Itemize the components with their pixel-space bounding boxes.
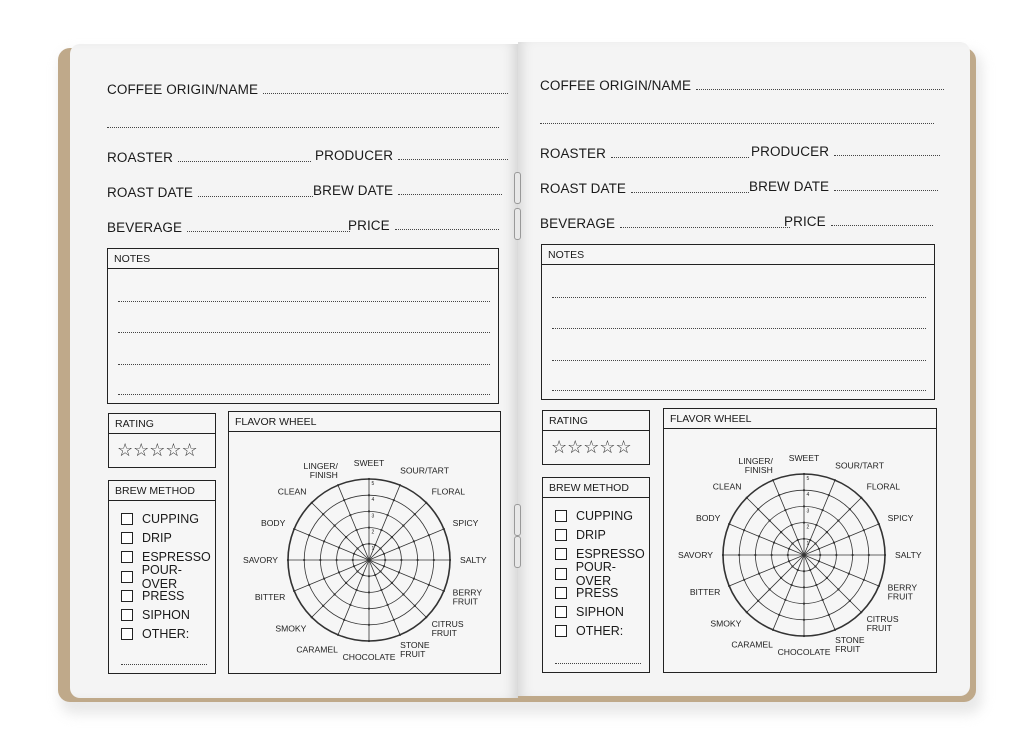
wheel-tick bbox=[772, 479, 774, 481]
wheel-tick bbox=[738, 554, 740, 556]
wheel-scale-label: 3 bbox=[371, 513, 375, 520]
rating-title: RATING bbox=[543, 411, 649, 431]
wheel-label: SWEET bbox=[788, 453, 820, 463]
origin-line-2[interactable] bbox=[540, 122, 934, 124]
wheel-tick bbox=[803, 635, 805, 637]
brew-option-espresso[interactable]: ESPRESSO bbox=[555, 545, 649, 564]
wheel-tick bbox=[728, 585, 730, 587]
wheel-tick bbox=[849, 600, 851, 602]
wheel-tick bbox=[379, 570, 381, 572]
brew-option-press[interactable]: PRESS bbox=[121, 586, 215, 605]
wheel-tick bbox=[787, 554, 789, 556]
checkbox[interactable] bbox=[555, 587, 567, 599]
wheel-tick bbox=[773, 542, 775, 544]
flavor-wheel-box bbox=[228, 411, 501, 674]
wheel-tick bbox=[849, 508, 851, 510]
wheel-tick bbox=[368, 591, 370, 593]
wheel-tick bbox=[833, 566, 835, 568]
wheel-label: CARAMEL bbox=[296, 644, 338, 655]
producer-field[interactable] bbox=[315, 148, 508, 163]
wheel-tick bbox=[433, 559, 435, 561]
wheel-label: STONE FRUIT bbox=[400, 640, 430, 660]
wheel-tick bbox=[809, 569, 811, 571]
brew-date-label: BREW DATE bbox=[313, 183, 394, 198]
wheel-tick bbox=[826, 531, 828, 533]
wheel-tick bbox=[399, 634, 401, 636]
wheel-tick bbox=[308, 584, 310, 586]
rating-box bbox=[542, 410, 650, 465]
wheel-tick bbox=[757, 508, 759, 510]
brew-option-pour-over[interactable]: POUR-OVER bbox=[555, 564, 649, 583]
price-field[interactable] bbox=[784, 214, 933, 229]
wheel-label: LINGER/ FINISH bbox=[303, 460, 338, 480]
brew-option-cupping[interactable]: CUPPING bbox=[555, 506, 649, 525]
wheel-tick bbox=[374, 544, 376, 546]
brew-option-siphon[interactable]: SIPHON bbox=[555, 602, 649, 621]
flavor-wheel-box bbox=[663, 408, 937, 673]
wheel-tick bbox=[334, 593, 336, 595]
flavor-wheel-title: FLAVOR WHEEL bbox=[664, 409, 936, 429]
wheel-tick bbox=[391, 536, 393, 538]
brew-method-list bbox=[121, 509, 215, 644]
wheel-label: CLEAN bbox=[712, 481, 742, 492]
wheel-label: BERRY FRUIT bbox=[887, 582, 918, 602]
wheel-tick bbox=[788, 548, 790, 550]
wheel-tick bbox=[803, 473, 805, 475]
wheel-tick bbox=[780, 531, 782, 533]
wheel-tick bbox=[308, 534, 310, 536]
beverage-field[interactable] bbox=[107, 220, 350, 235]
wheel-tick bbox=[393, 619, 395, 621]
wheel-tick bbox=[368, 640, 370, 642]
beverage-label: BEVERAGE bbox=[107, 220, 183, 235]
wheel-spoke bbox=[369, 560, 426, 617]
wheel-tick bbox=[402, 593, 404, 595]
wheel-tick bbox=[728, 523, 730, 525]
brew-method-box bbox=[542, 477, 650, 673]
wheel-tick bbox=[368, 624, 370, 626]
wheel-tick bbox=[368, 543, 370, 545]
beverage-label: BEVERAGE bbox=[540, 216, 616, 231]
origin-field[interactable] bbox=[540, 78, 944, 93]
wheel-tick bbox=[368, 510, 370, 512]
wheel-tick bbox=[345, 536, 347, 538]
beverage-field[interactable] bbox=[540, 216, 790, 231]
wheel-tick bbox=[337, 634, 339, 636]
wheel-tick bbox=[837, 588, 839, 590]
wheel-label: SPICY bbox=[452, 517, 479, 528]
wheel-tick bbox=[803, 570, 805, 572]
wheel-tick bbox=[398, 571, 400, 573]
wheel-tick bbox=[368, 527, 370, 529]
wheel-label: SALTY bbox=[460, 555, 487, 565]
wheel-label: SOUR/TART bbox=[400, 465, 449, 476]
wheel-tick bbox=[386, 604, 388, 606]
wheel-tick bbox=[383, 565, 385, 567]
checkbox[interactable] bbox=[555, 548, 567, 560]
wheel-tick bbox=[428, 584, 430, 586]
wheel-tick bbox=[349, 514, 351, 516]
roaster-label: ROASTER bbox=[540, 146, 606, 161]
wheel-tick bbox=[356, 589, 358, 591]
wheel-tick bbox=[293, 590, 295, 592]
wheel-tick bbox=[413, 540, 415, 542]
wheel-tick bbox=[754, 554, 756, 556]
wheel-tick bbox=[860, 611, 862, 613]
roaster-field[interactable] bbox=[107, 150, 311, 165]
wheel-tick bbox=[353, 553, 355, 555]
wheel-tick bbox=[771, 554, 773, 556]
wheel-tick bbox=[784, 509, 786, 511]
checkbox[interactable] bbox=[121, 590, 133, 602]
wheel-tick bbox=[868, 554, 870, 556]
staple-bottom-2 bbox=[514, 536, 521, 568]
staple-top-2 bbox=[514, 208, 521, 240]
wheel-tick bbox=[449, 559, 451, 561]
wheel-tick bbox=[393, 499, 395, 501]
staple-bottom bbox=[514, 504, 521, 536]
wheel-tick bbox=[791, 542, 793, 544]
notes-title: NOTES bbox=[108, 249, 498, 269]
wheel-tick bbox=[425, 502, 427, 504]
wheel-label: SWEET bbox=[353, 458, 385, 468]
wheel-tick bbox=[414, 513, 416, 515]
wheel-tick bbox=[368, 608, 370, 610]
wheel-tick bbox=[834, 479, 836, 481]
brew-option-other[interactable]: OTHER: bbox=[121, 625, 215, 644]
price-field[interactable] bbox=[348, 218, 499, 233]
wheel-tick bbox=[863, 529, 865, 531]
wheel-label: BERRY FRUIT bbox=[452, 587, 483, 607]
brew-method-title: BREW METHOD bbox=[543, 478, 649, 498]
wheel-tick bbox=[425, 616, 427, 618]
wheel-scale-label: 4 bbox=[806, 492, 810, 499]
wheel-tick bbox=[380, 529, 382, 531]
wheel-tick bbox=[884, 554, 886, 556]
flavor-wheel[interactable] bbox=[229, 432, 500, 673]
brew-method-list bbox=[555, 506, 649, 641]
brew-option-siphon[interactable]: SIPHON bbox=[121, 605, 215, 624]
brew-method-title: BREW METHOD bbox=[109, 481, 215, 501]
wheel-tick bbox=[349, 604, 351, 606]
wheel-tick bbox=[769, 520, 771, 522]
wheel-tick bbox=[374, 574, 376, 576]
producer-label: PRODUCER bbox=[315, 148, 394, 163]
wheel-scale-label: 2 bbox=[806, 524, 810, 531]
wheel-tick bbox=[345, 582, 347, 584]
wheel-tick bbox=[814, 542, 816, 544]
wheel-tick bbox=[356, 529, 358, 531]
wheel-tick bbox=[311, 616, 313, 618]
wheel-tick bbox=[803, 586, 805, 588]
wheel-scale-label: 5 bbox=[371, 481, 375, 487]
roaster-label: ROASTER bbox=[107, 150, 173, 165]
wheel-tick bbox=[758, 535, 760, 537]
wheel-tick bbox=[379, 547, 381, 549]
checkbox[interactable] bbox=[121, 532, 133, 544]
wheel-tick bbox=[803, 505, 805, 507]
roast-date-field[interactable] bbox=[107, 185, 313, 200]
wheel-tick bbox=[803, 538, 805, 540]
brew-method-box bbox=[108, 480, 216, 674]
wheel-label: BODY bbox=[696, 512, 721, 523]
wheel-tick bbox=[287, 559, 289, 561]
wheel-tick bbox=[848, 535, 850, 537]
wheel-tick bbox=[303, 559, 305, 561]
wheel-tick bbox=[311, 502, 313, 504]
producer-field[interactable] bbox=[751, 144, 940, 159]
wheel-label: CARAMEL bbox=[731, 639, 773, 650]
wheel-tick bbox=[417, 559, 419, 561]
origin-label: COFFEE ORIGIN/NAME bbox=[107, 82, 259, 97]
wheel-label: BITTER bbox=[689, 587, 721, 598]
wheel-label: SMOKY bbox=[710, 618, 742, 629]
wheel-spoke bbox=[804, 498, 861, 555]
rating-box bbox=[108, 413, 216, 468]
wheel-spoke bbox=[312, 560, 369, 617]
wheel-label: BITTER bbox=[254, 592, 286, 603]
wheel-scale-label: 1 bbox=[806, 540, 810, 547]
wheel-tick bbox=[380, 589, 382, 591]
wheel-label: SPICY bbox=[887, 512, 914, 523]
checkbox[interactable] bbox=[121, 609, 133, 621]
wheel-tick bbox=[778, 494, 780, 496]
wheel-tick bbox=[757, 600, 759, 602]
brew-date-field[interactable] bbox=[749, 179, 938, 194]
brew-option-cupping[interactable]: CUPPING bbox=[121, 509, 215, 528]
wheel-tick bbox=[743, 529, 745, 531]
checkbox[interactable] bbox=[555, 625, 567, 637]
wheel-tick bbox=[402, 525, 404, 527]
wheel-tick bbox=[852, 554, 854, 556]
wheel-tick bbox=[772, 629, 774, 631]
wheel-tick bbox=[814, 565, 816, 567]
wheel-label: SOUR/TART bbox=[835, 460, 884, 471]
left-page bbox=[70, 44, 518, 698]
wheel-label: SALTY bbox=[895, 550, 922, 560]
wheel-tick bbox=[769, 588, 771, 590]
wheel-tick bbox=[809, 539, 811, 541]
wheel-tick bbox=[398, 547, 400, 549]
wheel-spoke bbox=[312, 503, 369, 560]
wheel-tick bbox=[336, 559, 338, 561]
wheel-tick bbox=[443, 590, 445, 592]
wheel-spoke bbox=[804, 555, 861, 612]
wheel-tick bbox=[788, 560, 790, 562]
wheel-tick bbox=[386, 514, 388, 516]
wheel-tick bbox=[353, 565, 355, 567]
flavor-wheel[interactable] bbox=[664, 429, 936, 672]
wheel-tick bbox=[815, 584, 817, 586]
wheel-tick bbox=[803, 489, 805, 491]
wheel-tick bbox=[818, 560, 820, 562]
wheel-tick bbox=[797, 569, 799, 571]
wheel-tick bbox=[815, 524, 817, 526]
wheel-spoke bbox=[747, 498, 804, 555]
wheel-tick bbox=[337, 484, 339, 486]
wheel-tick bbox=[343, 619, 345, 621]
other-input-line[interactable] bbox=[555, 663, 641, 664]
wheel-tick bbox=[773, 566, 775, 568]
wheel-tick bbox=[368, 478, 370, 480]
wheel-tick bbox=[428, 534, 430, 536]
wheel-tick bbox=[362, 574, 364, 576]
checkbox[interactable] bbox=[555, 510, 567, 522]
other-input-line[interactable] bbox=[121, 664, 207, 665]
wheel-tick bbox=[791, 565, 793, 567]
wheel-label: FLORAL bbox=[431, 486, 466, 497]
wheel-tick bbox=[322, 605, 324, 607]
wheel-tick bbox=[791, 524, 793, 526]
checkbox[interactable] bbox=[555, 606, 567, 618]
notes-title: NOTES bbox=[542, 245, 934, 265]
wheel-tick bbox=[758, 572, 760, 574]
wheel-tick bbox=[383, 553, 385, 555]
wheel-tick bbox=[803, 619, 805, 621]
origin-line-2[interactable] bbox=[107, 126, 499, 128]
wheel-tick bbox=[319, 559, 321, 561]
wheel-tick bbox=[837, 520, 839, 522]
wheel-tick bbox=[819, 554, 821, 556]
checkbox[interactable] bbox=[555, 529, 567, 541]
wheel-scale-label: 1 bbox=[371, 545, 375, 552]
brew-date-field[interactable] bbox=[313, 183, 502, 198]
wheel-tick bbox=[414, 605, 416, 607]
wheel-tick bbox=[722, 554, 724, 556]
wheel-tick bbox=[878, 523, 880, 525]
brew-option-drip[interactable]: DRIP bbox=[555, 525, 649, 544]
wheel-tick bbox=[803, 522, 805, 524]
roast-date-label: ROAST DATE bbox=[540, 181, 627, 196]
wheel-tick bbox=[368, 575, 370, 577]
wheel-tick bbox=[384, 559, 386, 561]
brew-option-other[interactable]: OTHER: bbox=[555, 622, 649, 641]
wheel-label: CITRUS FRUIT bbox=[431, 619, 464, 639]
wheel-tick bbox=[391, 582, 393, 584]
wheel-tick bbox=[338, 571, 340, 573]
wheel-label: CHOCOLATE bbox=[777, 647, 831, 657]
wheel-tick bbox=[780, 577, 782, 579]
checkbox[interactable] bbox=[121, 513, 133, 525]
wheel-tick bbox=[323, 577, 325, 579]
wheel-scale-label: 3 bbox=[806, 508, 810, 515]
origin-label: COFFEE ORIGIN/NAME bbox=[540, 78, 692, 93]
brew-option-press[interactable]: PRESS bbox=[555, 583, 649, 602]
wheel-tick bbox=[334, 525, 336, 527]
wheel-scale-label: 4 bbox=[371, 497, 375, 504]
wheel-tick bbox=[821, 599, 823, 601]
notes-box[interactable] bbox=[107, 248, 499, 404]
wheel-tick bbox=[818, 548, 820, 550]
wheel-tick bbox=[834, 629, 836, 631]
wheel-tick bbox=[803, 603, 805, 605]
wheel-label: FLORAL bbox=[866, 481, 901, 492]
wheel-label: BODY bbox=[261, 517, 286, 528]
brew-option-pour-over[interactable]: POUR-OVER bbox=[121, 567, 215, 586]
rating-stars[interactable]: ☆☆☆☆☆ bbox=[117, 440, 198, 460]
brew-date-label: BREW DATE bbox=[749, 179, 830, 194]
wheel-tick bbox=[863, 579, 865, 581]
wheel-tick bbox=[797, 539, 799, 541]
wheel-tick bbox=[368, 494, 370, 496]
wheel-tick bbox=[860, 497, 862, 499]
wheel-tick bbox=[826, 577, 828, 579]
wheel-tick bbox=[356, 570, 358, 572]
wheel-tick bbox=[323, 540, 325, 542]
wheel-label: SAVORY bbox=[242, 555, 278, 565]
wheel-tick bbox=[828, 614, 830, 616]
price-label: PRICE bbox=[348, 218, 390, 233]
wheel-tick bbox=[778, 614, 780, 616]
wheel-tick bbox=[338, 547, 340, 549]
wheel-tick bbox=[362, 544, 364, 546]
wheel-spoke bbox=[747, 555, 804, 612]
wheel-tick bbox=[743, 579, 745, 581]
wheel-tick bbox=[835, 554, 837, 556]
wheel-tick bbox=[399, 484, 401, 486]
wheel-tick bbox=[848, 572, 850, 574]
roaster-field[interactable] bbox=[540, 146, 749, 161]
checkbox[interactable] bbox=[121, 628, 133, 640]
wheel-tick bbox=[791, 584, 793, 586]
wheel-label: SAVORY bbox=[677, 550, 713, 560]
wheel-label: SMOKY bbox=[275, 623, 307, 634]
roast-date-field[interactable] bbox=[540, 181, 749, 196]
wheel-tick bbox=[821, 509, 823, 511]
wheel-tick bbox=[746, 497, 748, 499]
checkbox[interactable] bbox=[121, 571, 133, 583]
wheel-spoke bbox=[369, 503, 426, 560]
flavor-wheel-title: FLAVOR WHEEL bbox=[229, 412, 500, 432]
wheel-tick bbox=[352, 559, 354, 561]
rating-stars[interactable]: ☆☆☆☆☆ bbox=[551, 437, 632, 457]
staple-top bbox=[514, 172, 521, 204]
wheel-tick bbox=[828, 494, 830, 496]
notes-box[interactable] bbox=[541, 244, 935, 400]
wheel-tick bbox=[293, 528, 295, 530]
brew-option-espresso[interactable]: ESPRESSO bbox=[121, 548, 215, 567]
wheel-tick bbox=[878, 585, 880, 587]
right-page bbox=[518, 42, 970, 696]
wheel-scale-label: 5 bbox=[806, 476, 810, 482]
wheel-label: LINGER/ FINISH bbox=[738, 455, 773, 475]
wheel-tick bbox=[322, 513, 324, 515]
brew-option-drip[interactable]: DRIP bbox=[121, 528, 215, 547]
roast-date-label: ROAST DATE bbox=[107, 185, 194, 200]
wheel-tick bbox=[343, 499, 345, 501]
wheel-label: STONE FRUIT bbox=[835, 635, 865, 655]
wheel-tick bbox=[784, 599, 786, 601]
price-label: PRICE bbox=[784, 214, 826, 229]
wheel-scale-label: 2 bbox=[371, 529, 375, 536]
checkbox[interactable] bbox=[555, 568, 567, 580]
wheel-label: CHOCOLATE bbox=[342, 652, 396, 662]
wheel-tick bbox=[746, 611, 748, 613]
wheel-tick bbox=[833, 542, 835, 544]
wheel-tick bbox=[443, 528, 445, 530]
wheel-label: CLEAN bbox=[277, 486, 307, 497]
wheel-tick bbox=[400, 559, 402, 561]
wheel-tick bbox=[413, 577, 415, 579]
producer-label: PRODUCER bbox=[751, 144, 830, 159]
rating-title: RATING bbox=[109, 414, 215, 434]
wheel-tick bbox=[356, 547, 358, 549]
checkbox[interactable] bbox=[121, 551, 133, 563]
origin-field[interactable] bbox=[107, 82, 508, 97]
wheel-label: CITRUS FRUIT bbox=[866, 614, 899, 634]
